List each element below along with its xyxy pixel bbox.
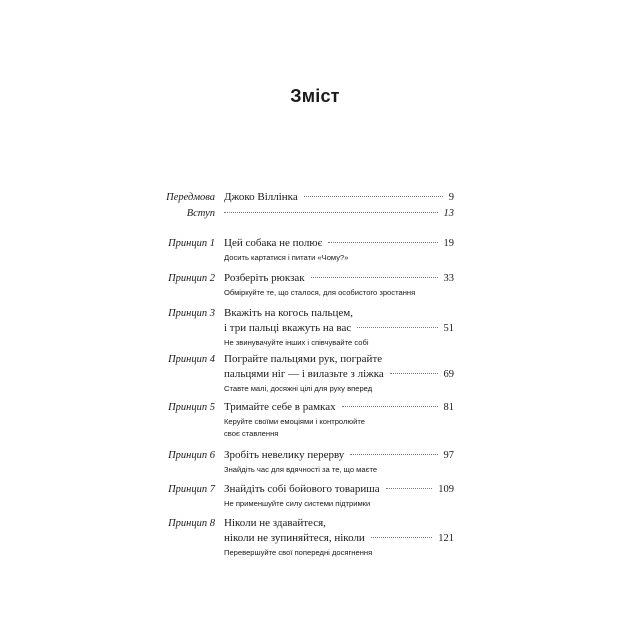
toc-entry-title-line: і три пальці вкажуть на вас <box>224 322 352 334</box>
toc-entry-row <box>224 206 454 221</box>
toc-entry-label: Принцип 5 <box>168 402 215 413</box>
dotted-leader <box>328 242 437 243</box>
toc-entry-body <box>224 400 454 440</box>
toc-entry-body <box>224 516 454 559</box>
toc-entry-row <box>224 236 454 251</box>
toc-entry-page: 13 <box>443 208 454 219</box>
toc-entry-page: 121 <box>438 533 454 544</box>
toc-entry-row <box>224 190 454 205</box>
toc-entry-title-line: Вкажіть на когось пальцем, <box>224 307 353 319</box>
toc-entry-page: 33 <box>443 273 454 284</box>
toc-entry-body <box>224 271 454 299</box>
toc-entry-subtitle: Знайдіть час для вдячності за те, що маєте <box>224 465 378 474</box>
toc-entry-page: 19 <box>443 238 454 249</box>
toc-entry-subtitle: Ставте малі, досяжні цілі для руху вперед <box>224 384 373 393</box>
dotted-leader <box>371 537 432 538</box>
toc-entry-title: Зробіть невелику перерву <box>224 449 345 461</box>
toc-entry-subtitle: Керуйте своїми емоціями і контролюйте <box>224 417 365 426</box>
toc-entry-subtitle: Перевершуйте свої попередні досягнення <box>224 548 373 557</box>
dotted-leader <box>304 196 443 197</box>
dotted-leader <box>224 212 438 213</box>
toc-entry-row <box>224 448 454 463</box>
toc-entry-page: 109 <box>438 484 454 495</box>
toc-entry-row <box>224 321 454 336</box>
page-title: Зміст <box>290 86 340 106</box>
toc-entry-row <box>224 400 454 415</box>
toc-entry-row <box>224 271 454 286</box>
toc-entry-page: 97 <box>443 450 454 461</box>
toc-entry-label: Принцип 4 <box>168 354 215 365</box>
toc-entry-label: Принцип 8 <box>168 518 215 529</box>
dotted-leader <box>386 488 433 489</box>
toc-entry-title: Джоко Віллінка <box>224 191 298 203</box>
dotted-leader <box>350 454 437 455</box>
toc-entry-label: Принцип 7 <box>168 484 215 495</box>
toc-entry-label: Вступ <box>186 208 215 219</box>
toc-entry-page: 69 <box>443 369 454 380</box>
toc-entry-page: 9 <box>448 192 454 203</box>
toc-entry-row <box>224 367 454 382</box>
toc-entry-label: Принцип 2 <box>168 273 215 284</box>
dotted-leader <box>311 277 438 278</box>
dotted-leader <box>390 373 438 374</box>
toc-entry-label: Принцип 1 <box>168 238 215 249</box>
toc-entry-title-line: пальцями ніг — і вилазьте з ліжка <box>224 368 384 380</box>
toc-entry-body <box>224 236 454 264</box>
toc-entry-label: Передмова <box>166 192 215 203</box>
toc-entry-title-line: ніколи не зупиняйтеся, ніколи <box>224 532 365 544</box>
toc-entry-row <box>224 531 454 546</box>
toc-entry-title: Знайдіть собі бойового товариша <box>224 483 380 495</box>
toc-entry-title-line: Ніколи не здавайтеся, <box>224 517 326 529</box>
dotted-leader <box>357 327 437 328</box>
toc-entry-body <box>224 352 454 395</box>
toc-entry-body <box>224 190 454 205</box>
toc-entry-subtitle: Не звинувачуйте інших і співчувайте собі <box>224 338 369 347</box>
toc-entry-row <box>224 352 454 367</box>
toc-entry-body <box>224 306 454 349</box>
toc-entry-subtitle: Досить картатися і питати «Чому?» <box>224 253 349 262</box>
toc-entry-row <box>224 482 454 497</box>
toc-entry-label: Принцип 3 <box>168 308 215 319</box>
toc-entry-row <box>224 516 454 531</box>
toc-entry-page: 81 <box>443 402 454 413</box>
toc-entry-body <box>224 482 454 510</box>
toc-entry-body <box>224 206 454 221</box>
toc-entry-title-line: Пограйте пальцями рук, пограйте <box>224 353 383 365</box>
toc-entry-label: Принцип 6 <box>168 450 215 461</box>
toc-entry-body <box>224 448 454 476</box>
toc-entry-title: Розберіть рюкзак <box>224 272 305 284</box>
toc-entry-subtitle: своє ставлення <box>224 429 279 438</box>
toc-entry-subtitle: Не применшуйте силу системи підтримки <box>224 499 371 508</box>
toc-entry-page: 51 <box>443 323 454 334</box>
dotted-leader <box>342 406 438 407</box>
toc-entry-title: Цей собака не полює <box>224 237 323 249</box>
toc-entry-row <box>224 306 454 321</box>
toc-entry-subtitle: Обміркуйте те, що сталося, для особистого зростання <box>224 288 416 297</box>
toc-entry-title: Тримайте себе в рамках <box>224 401 336 413</box>
